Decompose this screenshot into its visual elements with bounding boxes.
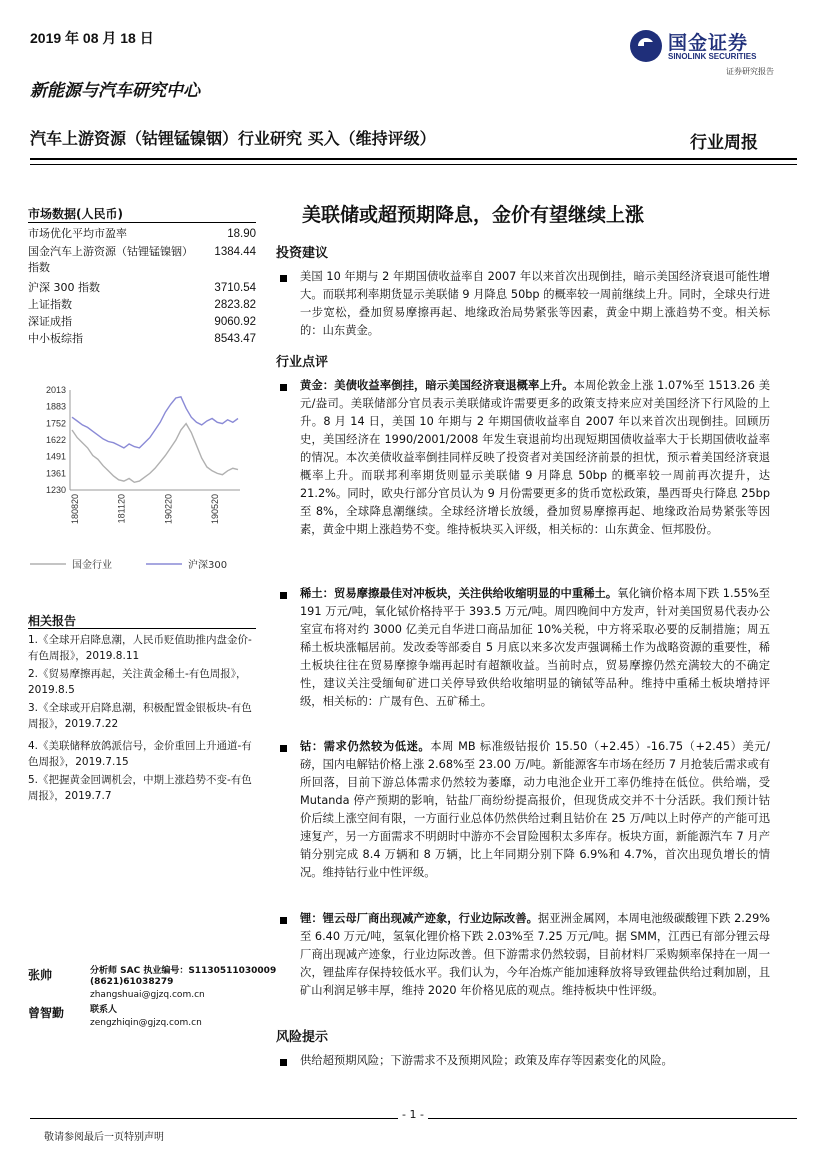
related-report-item[interactable]: 3.《全球或开启降息潮，积极配置金银板块-有色周报》，2019.7.22 (28, 702, 252, 730)
related-reports-divider (28, 628, 256, 629)
x-tick-label: 180820 (70, 494, 80, 525)
rare-earth-body: 氧化镝价格本周下跌 1.55%至 191 万元/吨，氧化铽价格持平于 393.5 万元/吨。周四晚间中方发声，针对美国贸易代表办公室宣布将对约 3000 亿美元自华进口商品加征 10%关税，中方将采取必要的反制措施；周五稀土板块涨幅居前。发改委等部委自 5 月底以来多次发声强调稀土作为战略资源的重要性，稀土板块往往在贸易摩擦争端再起时有超额收益。当前时点，贸易摩擦仍然充满较大的不确定性，建议关注受缅甸矿进口关停导致供给收缩明显的镝铽等品种。维持中重稀土板块增持评级，相关标的：广晟有色、五矿稀土。 (300, 587, 770, 708)
report-headline: 汽车上游资源（钴锂锰镍铟）行业研究 买入（维持评级） (30, 129, 436, 148)
gold-paragraph (300, 377, 770, 539)
bullet-square-icon (280, 917, 287, 924)
x-tick-label: 190520 (210, 494, 220, 525)
market-label: 市场优化平均市盈率 (28, 227, 127, 240)
logo-english: SINOLINK SECURITIES (668, 52, 757, 61)
disclaimer-note: 敬请参阅最后一页特别声明 (44, 1132, 164, 1143)
market-value: 2823.82 (214, 299, 256, 311)
x-tick-label: 190220 (163, 494, 174, 525)
related-report-item[interactable]: 4.《美联储释放鸽派信号，金价重回上升通道-有色周报》，2019.7.15 (28, 740, 252, 768)
cobalt-heading: 钴：需求仍然较为低迷。 (300, 740, 431, 753)
analyst-phone: (8621)61038279 (90, 977, 174, 987)
lithium-paragraph (300, 910, 770, 1000)
section-heading-industry: 行业点评 (276, 355, 329, 370)
analyst-name: 张帅 (28, 968, 53, 982)
related-reports-title: 相关报告 (28, 614, 77, 628)
related-report-item[interactable]: 1.《全球开启降息潮，人民币贬值助推内盘金价-有色周报》，2019.8.11 (28, 634, 252, 662)
y-tick-label: 1361 (45, 468, 66, 479)
market-value: 3710.54 (214, 282, 256, 294)
market-label: 中小板综指 (28, 332, 83, 345)
legend-label: 国金行业 (72, 560, 112, 571)
lithium-heading: 锂：锂云母厂商出现减产迹象，行业边际改善。 (300, 912, 538, 925)
legend-label: 沪深300 (188, 560, 228, 571)
y-tick-label: 1491 (45, 451, 66, 462)
risk-paragraph: 供给超预期风险；下游需求不及预期风险；政策及库存等因素变化的风险。 (300, 1054, 673, 1067)
header-divider (30, 158, 797, 160)
market-label: 国金汽车上游资源（钴锂锰镍铟）指数 (28, 245, 188, 274)
market-value: 18.90 (227, 228, 256, 240)
report-type: 行业周报 (690, 133, 758, 153)
market-data-divider (28, 222, 256, 223)
contact-email[interactable]: zengzhiqin@gjzq.com.cn (90, 1018, 202, 1028)
rare-earth-paragraph (300, 585, 770, 711)
report-date: 2019 年 08 月 18 日 (30, 30, 154, 46)
gold-body: 本周伦敦金上涨 1.07%至 1513.26 美元/盎司。美联储部分官员表示美联储或许需要更多的政策支持来应对美国经济下行风险的上升。8 月 14 日，美国 10 年期与 2 年期国债收益率自 2007 年以来首次出现倒挂。回顾历史，美国经济在 1990/2001/2008 年发生衰退前均出现短期国债收益率大于长期国债收益率的情况。本次美债收益率倒挂同样反映了投资者对美国经济前景的担忧，预示着美国经济衰退概率上升。而联邦利率期货则显示美联储 9 月降息 50bp 的概率较一周前再次提升，达 21.2%。同时，欧央行部分官员认为 9 月份需要更多的货币宽松政策，墨西哥央行降息 25bp 至 8%，全球降息潮继续。全球经济增长放缓，叠加贸易摩擦再起、地缘政治局势紧张等因素，黄金中期上涨趋势不变。维持板块买入评级，相关标的：山东黄金、恒邦股份。 (300, 379, 770, 536)
logo-subtitle: 证券研究报告 (726, 67, 774, 76)
market-data-title: 市场数据(人民币) (28, 207, 123, 221)
y-tick-label: 2013 (45, 385, 66, 395)
bullet-square-icon (280, 275, 287, 282)
market-value: 8543.47 (214, 333, 256, 345)
analyst-email[interactable]: zhangshuai@gjzq.com.cn (90, 990, 205, 1000)
market-label: 深证成指 (28, 315, 72, 328)
series-line-hs300 (72, 397, 238, 448)
series-line-industry (72, 424, 238, 483)
analyst-sac-number: 分析师 SAC 执业编号：S1130511030009 (90, 966, 277, 976)
research-center: 新能源与汽车研究中心 (30, 81, 200, 101)
cobalt-paragraph (300, 738, 770, 882)
y-tick-label: 1230 (45, 485, 66, 495)
article-title: 美联储或超预期降息，金价有望继续上涨 (302, 204, 645, 226)
y-tick-label: 1622 (45, 434, 66, 445)
section-heading-advice: 投资建议 (276, 246, 329, 261)
bullet-square-icon (280, 384, 287, 391)
gold-heading: 黄金：美债收益率倒挂，暗示美国经济衰退概率上升。 (300, 379, 574, 392)
contact-role: 联系人 (90, 1005, 118, 1015)
header-divider-thin (30, 164, 797, 165)
related-report-item[interactable]: 2.《贸易摩擦再起，关注黄金稀土-有色周报》，2019.8.5 (28, 668, 247, 696)
market-value: 9060.92 (214, 316, 256, 328)
company-logo (628, 22, 788, 82)
contact-name: 曾智勤 (28, 1006, 65, 1020)
logo-emblem-icon (628, 28, 664, 64)
x-tick-label: 181120 (116, 494, 127, 524)
section-heading-risk: 风险提示 (276, 1030, 329, 1045)
market-value: 1384.44 (214, 246, 256, 258)
market-label: 沪深 300 指数 (28, 281, 100, 294)
lithium-body: 据亚洲金属网，本周电池级碳酸锂下跌 2.29%至 6.40 万元/吨，氢氧化锂价格下跌 2.03%至 7.25 万元/吨。据 SMM，江西已有部分锂云母厂商出现减产迹象，行业边际改善。但下游需求仍然较弱，目前材料厂采购频率保持在一周一次，锂盐库存保持较低水平。我们认为，今年冶炼产能加速释放将导致锂盐供给过剩加剧，且矿山利润足够丰厚，维持 2020 年价格见底的观点。维持板块中性评级。 (300, 912, 770, 997)
bullet-square-icon (280, 592, 287, 599)
cobalt-body: 本周 MB 标准级钴报价 15.50（+2.45）-16.75（+2.45）美元/磅，国内电解钴价格上涨 2.68%至 23.00 万/吨。新能源客车市场在经历 7 月抢装后需求或有所回落，目前下游总体需求仍然较为萎靡，动力电池企业开工率仍维持在低位。供给端，受 Mutanda 停产预期的影响，钴盐厂商纷纷提高报价，但现货成交并不十分活跃。我们预计钴价后续上涨空间有限，一方面行业总体仍然供给过剩且钴价在 25 万/吨以上时停产的产能可迅速复产，另一方面需求不明朗时中游亦不会冒险囤积太多库存。板块方面，新能源汽车 7 月产销分别完成 8.4 万辆和 8 万辆，比上年同期分别下降 6.9%和 4.7%，首次出现负增长的情况。维持钴行业中性评级。 (300, 740, 770, 879)
logo-name: 国金证券 (668, 32, 749, 54)
bullet-square-icon (280, 1059, 287, 1066)
y-tick-label: 1883 (45, 401, 66, 412)
page-number: - 1 - (398, 1108, 428, 1121)
related-report-item[interactable]: 5.《把握黄金回调机会，中期上涨趋势不变-有色周报》，2019.7.7 (28, 774, 252, 802)
y-tick-label: 1752 (45, 418, 66, 429)
advice-paragraph: 美国 10 年期与 2 年期国债收益率自 2007 年以来首次出现倒挂，暗示美国经济衰退可能性增大。而联邦利率期货显示美联储 9 月降息 50bp 的概率较一周前继续上升。同时，全球央行进一步宽松，叠加贸易摩擦再起、地缘政治局势紧张等因素，黄金中期上涨趋势不变。相关标的：山东黄金。 (300, 270, 770, 337)
index-line-chart (28, 380, 258, 580)
bullet-square-icon (280, 745, 287, 752)
market-label: 上证指数 (28, 298, 72, 311)
rare-earth-heading: 稀土：贸易摩擦最佳对冲板块，关注供给收缩明显的中重稀土。 (300, 587, 618, 600)
